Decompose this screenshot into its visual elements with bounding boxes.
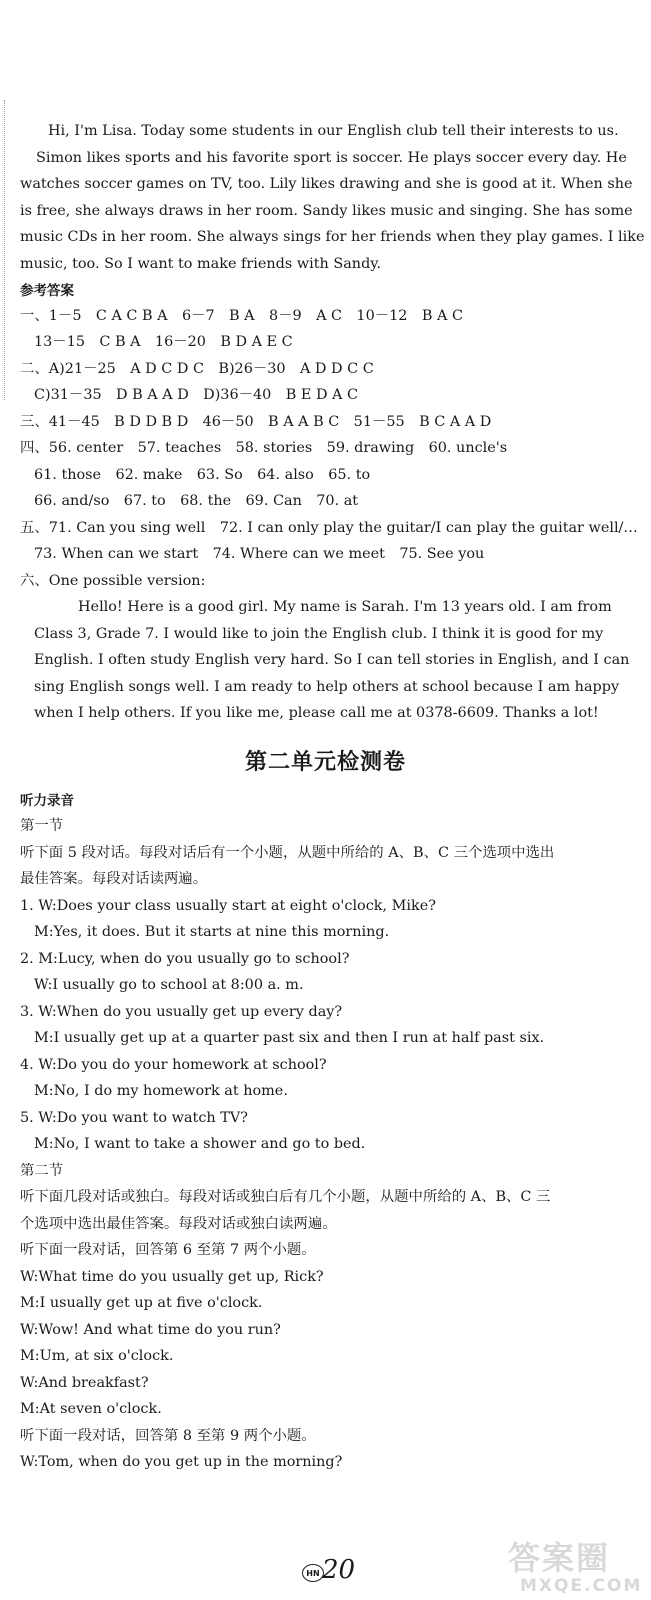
answer-line: 二、A)21－25 A D C D C B)26－30 A D D C C bbox=[20, 361, 374, 377]
conversation-intro: 听下面一段对话，回答第 8 至第 9 两个小题。 bbox=[20, 1428, 316, 1444]
watermark-logo bbox=[508, 1540, 643, 1600]
essay-line: Hello! Here is a good girl. My name is Sarah. I'm 13 years old. I am from bbox=[78, 599, 612, 615]
instruction-line: 听下面 5 段对话。每段对话后有一个小题，从题中所给的 A、B、C 三个选项中选出 bbox=[20, 845, 555, 861]
watermark-top-text: 答案圈 bbox=[508, 1539, 611, 1577]
binding-margin-dots bbox=[4, 100, 5, 400]
answer-line: 61. those 62. make 63. So 64. also 65. to bbox=[34, 467, 371, 483]
answer-line: 73. When can we start 74. Where can we meet 75. See you bbox=[34, 546, 485, 562]
answer-line: 一、1－5 C A C B A 6－7 B A 8－9 A C 10－12 B A C bbox=[20, 308, 463, 324]
dialog-line: M:I usually get up at a quarter past six and then I run at half past six. bbox=[34, 1030, 545, 1046]
conversation-line: W:Wow! And what time do you run? bbox=[20, 1322, 281, 1338]
passage-line: Simon likes sports and his favorite sport is soccer. He plays soccer every day. He bbox=[36, 150, 627, 166]
answer-line: 13－15 C B A 16－20 B D A E C bbox=[34, 334, 293, 350]
unit-title: 第二单元检测卷 bbox=[244, 750, 406, 775]
instruction-line: 个选项中选出最佳答案。每段对话或独白读两遍。 bbox=[20, 1216, 337, 1232]
dialog-line: M:No, I want to take a shower and go to bed. bbox=[34, 1136, 366, 1152]
dialog-line: M:Yes, it does. But it starts at nine this morning. bbox=[34, 924, 390, 940]
conversation-line: W:What time do you usually get up, Rick? bbox=[20, 1269, 324, 1285]
answer-line: 五、71. Can you sing well 72. I can only play the guitar/I can play the guitar well/… bbox=[20, 520, 638, 536]
essay-line: when I help others. If you like me, please call me at 0378-6609. Thanks a lot! bbox=[34, 705, 599, 721]
answer-line: 四、56. center 57. teaches 58. stories 59. drawing 60. uncle's bbox=[20, 440, 508, 456]
essay-line: English. I often study English very hard. So I can tell stories in English, and I can bbox=[34, 652, 630, 668]
passage-line: music, too. So I want to make friends with Sandy. bbox=[20, 256, 382, 272]
conversation-intro: 听下面一段对话，回答第 6 至第 7 两个小题。 bbox=[20, 1242, 316, 1258]
answer-line: 三、41－45 B D D B D 46－50 B A A B C 51－55 B C A A D bbox=[20, 414, 492, 430]
page-number: 20 bbox=[322, 1555, 356, 1585]
dialog-line: 4. W:Do you do your homework at school? bbox=[20, 1057, 327, 1073]
dialog-line: M:No, I do my homework at home. bbox=[34, 1083, 288, 1099]
dialog-line: 2. M:Lucy, when do you usually go to school? bbox=[20, 951, 350, 967]
answer-line: C)31－35 D B A A D D)36－40 B E D A C bbox=[34, 387, 359, 403]
passage-line: music CDs in her room. She always sings for her friends when they play games. I like bbox=[20, 229, 645, 245]
section-label: 第一节 bbox=[20, 818, 64, 834]
listening-heading: 听力录音 bbox=[20, 793, 74, 809]
answer-key-heading: 参考答案 bbox=[20, 283, 74, 299]
passage-line: is free, she always draws in her room. Sandy likes music and singing. She has some bbox=[20, 203, 633, 219]
conversation-line: M:I usually get up at five o'clock. bbox=[20, 1295, 263, 1311]
instruction-line: 听下面几段对话或独白。每段对话或独白后有几个小题，从题中所给的 A、B、C 三 bbox=[20, 1189, 551, 1205]
conversation-line: W:And breakfast? bbox=[20, 1375, 149, 1391]
conversation-line: M:Um, at six o'clock. bbox=[20, 1348, 174, 1364]
essay-line: Class 3, Grade 7. I would like to join the English club. I think it is good for my bbox=[34, 626, 604, 642]
conversation-line: M:At seven o'clock. bbox=[20, 1401, 162, 1417]
dialog-line: W:I usually go to school at 8:00 a. m. bbox=[34, 977, 304, 993]
passage-line: watches soccer games on TV, too. Lily likes drawing and she is good at it. When she bbox=[20, 176, 633, 192]
passage-line: Hi, I'm Lisa. Today some students in our English club tell their interests to us. bbox=[48, 123, 619, 139]
answer-line: 六、One possible version: bbox=[20, 573, 206, 589]
dialog-line: 1. W:Does your class usually start at eight o'clock, Mike? bbox=[20, 898, 436, 914]
essay-line: sing English songs well. I am ready to help others at school because I am happy bbox=[34, 679, 620, 695]
conversation-line: W:Tom, when do you get up in the morning? bbox=[20, 1454, 343, 1470]
instruction-line: 最佳答案。每段对话读两遍。 bbox=[20, 871, 208, 887]
section-label: 第二节 bbox=[20, 1163, 64, 1179]
watermark-bottom-text: MXQE.COM bbox=[520, 1576, 643, 1596]
dialog-line: 5. W:Do you want to watch TV? bbox=[20, 1110, 248, 1126]
hn-badge-icon: HN bbox=[302, 1564, 324, 1582]
answer-line: 66. and/so 67. to 68. the 69. Can 70. at bbox=[34, 493, 359, 509]
dialog-line: 3. W:When do you usually get up every day? bbox=[20, 1004, 343, 1020]
